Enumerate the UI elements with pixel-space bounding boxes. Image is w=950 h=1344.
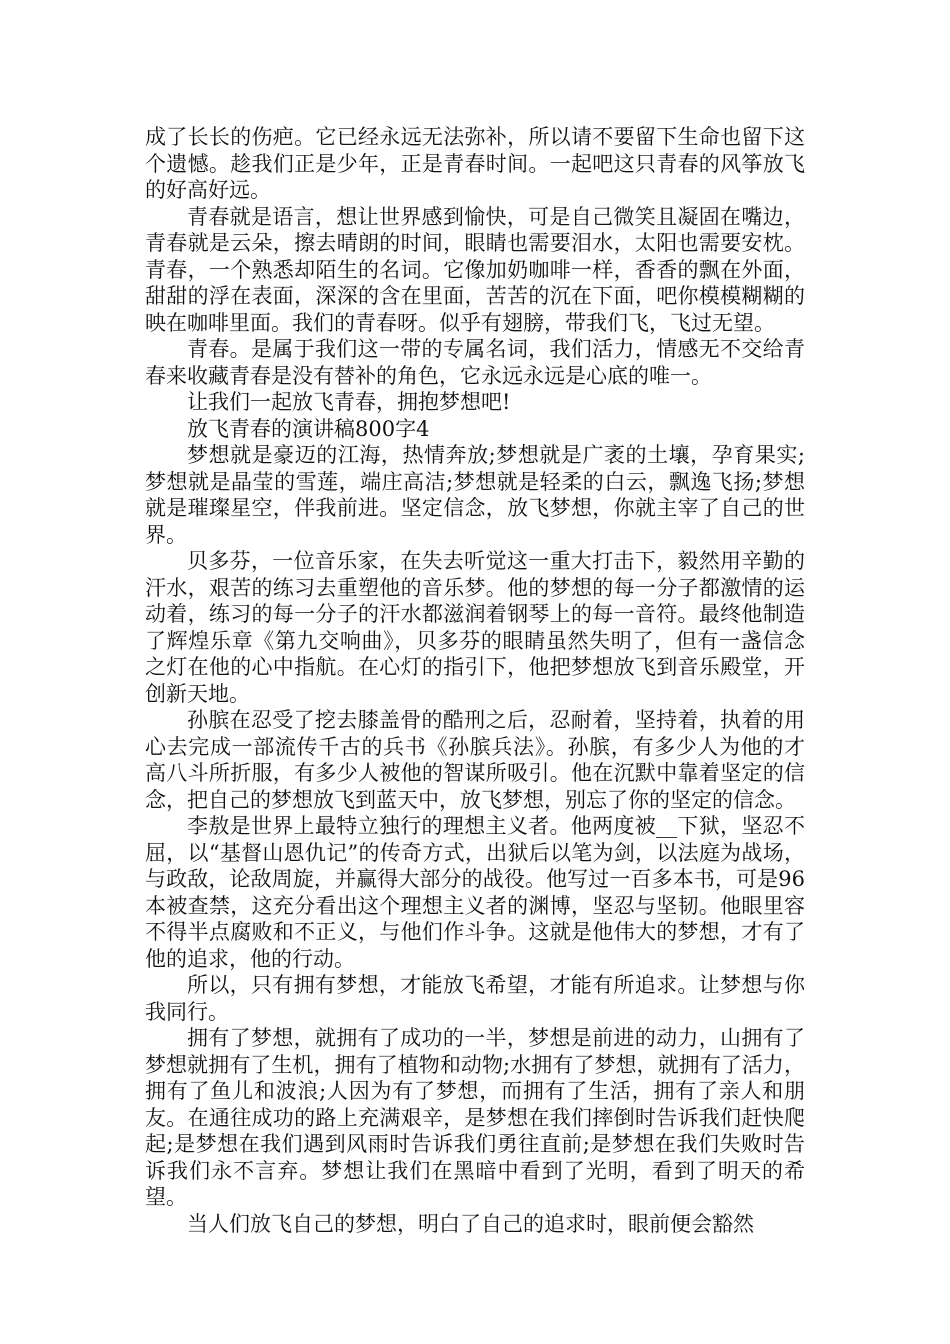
paragraph-final: 当人们放飞自己的梦想，明白了自己的追求时，眼前便会豁然 — [187, 1211, 754, 1236]
paragraph-youth-language: 青春就是语言，想让世界感到愉快，可是自己微笑且凝固在嘴边，青春就是云朵，擦去晴朗的时间，眼睛也需要泪水，太阳也需要安枕。青春，一个熟悉却陌生的名词。它像加奶咖啡一样，香香的飘在外面，甜甜的浮在表面，深深的含在里面，苦苦的沉在下面，吧你模模糊糊的映在咖啡里面。我们的青春呀。似乎有翅膀，带我们飞，飞过无望。 — [145, 204, 805, 335]
paragraph-dream-metaphors: 梦想就是豪迈的江海，热情奔放;梦想就是广袤的土壤，孕育果实;梦想就是晶莹的雪莲，端庄高洁;梦想就是轻柔的白云，飘逸飞扬;梦想就是璀璨星空，伴我前进。坚定信念，放飞梦想，你就主宰了自己的世界。 — [145, 443, 805, 547]
paragraph-conclusion: 所以，只有拥有梦想，才能放飞希望，才能有所追求。让梦想与你我同行。 — [145, 973, 805, 1024]
paragraph-li-ao: 李敖是世界上最特立独行的理想主义者。他两度被__下狱，坚忍不屈，以“基督山恩仇记”的传奇方式，出狱后以笔为剑，以法庭为战场，与政敌，论敌周旋，并赢得大部分的战役。他写过一百多本书，可是96本被查禁，这充分看出这个理想主义者的渊博，坚忍与坚韧。他眼里容不得半点腐败和不正义，与他们作斗争。这就是他伟大的梦想，才有了他的追求，他的行动。 — [145, 814, 805, 971]
paragraph-sun-bin: 孙膑在忍受了挖去膝盖骨的酷刑之后，忍耐着，坚持着，执着的用心去完成一部流传千古的兵书《孙膑兵法》。孙膑，有多少人为他的才高八斗所折服，有多少人被他的智谋所吸引。他在沉默中靠着坚定的信念，把自己的梦想放飞到蓝天中，放飞梦想，别忘了你的坚定的信念。 — [145, 708, 805, 812]
paragraph-dream-power: 拥有了梦想，就拥有了成功的一半，梦想是前进的动力，山拥有了梦想就拥有了生机，拥有了植物和动物;水拥有了梦想，就拥有了活力，拥有了鱼儿和波浪;人因为有了梦想，而拥有了生活，拥有了亲人和朋友。在通往成功的路上充满艰辛，是梦想在我们摔倒时告诉我们赶快爬起;是梦想在我们遇到风雨时告诉我们勇往直前;是梦想在我们失败时告诉我们永不言弃。梦想让我们在黑暗中看到了光明，看到了明天的希望。 — [145, 1026, 805, 1209]
paragraph-beethoven: 贝多芬，一位音乐家，在失去听觉这一重大打击下，毅然用辛勤的汗水，艰苦的练习去重塑他的音乐梦。他的梦想的每一分子都激情的运动着，练习的每一分子的汗水都滋润着钢琴上的每一音符。最终他制造了辉煌乐章《第九交响曲》，贝多芬的眼睛虽然失明了，但有一盏信念之灯在他的心中指航。在心灯的指引下，他把梦想放飞到音乐殿堂，开创新天地。 — [145, 549, 805, 706]
paragraph-continued: 成了长长的伤疤。它已经永远无法弥补，所以请不要留下生命也留下这个遗憾。趁我们正是少年，正是青春时间。一起吧这只青春的风筝放飞的好高好远。 — [145, 125, 805, 202]
document-page — [145, 124, 805, 1237]
paragraph-youth-term: 青春。是属于我们这一带的专属名词，我们活力，情感无不交给青春来收藏青春是没有替补的角色，它永远永远是心底的唯一。 — [145, 337, 805, 388]
paragraph-embrace-dream: 让我们一起放飞青春，拥抱梦想吧! — [187, 390, 511, 414]
section-heading: 放飞青春的演讲稿800字4 — [187, 416, 430, 441]
